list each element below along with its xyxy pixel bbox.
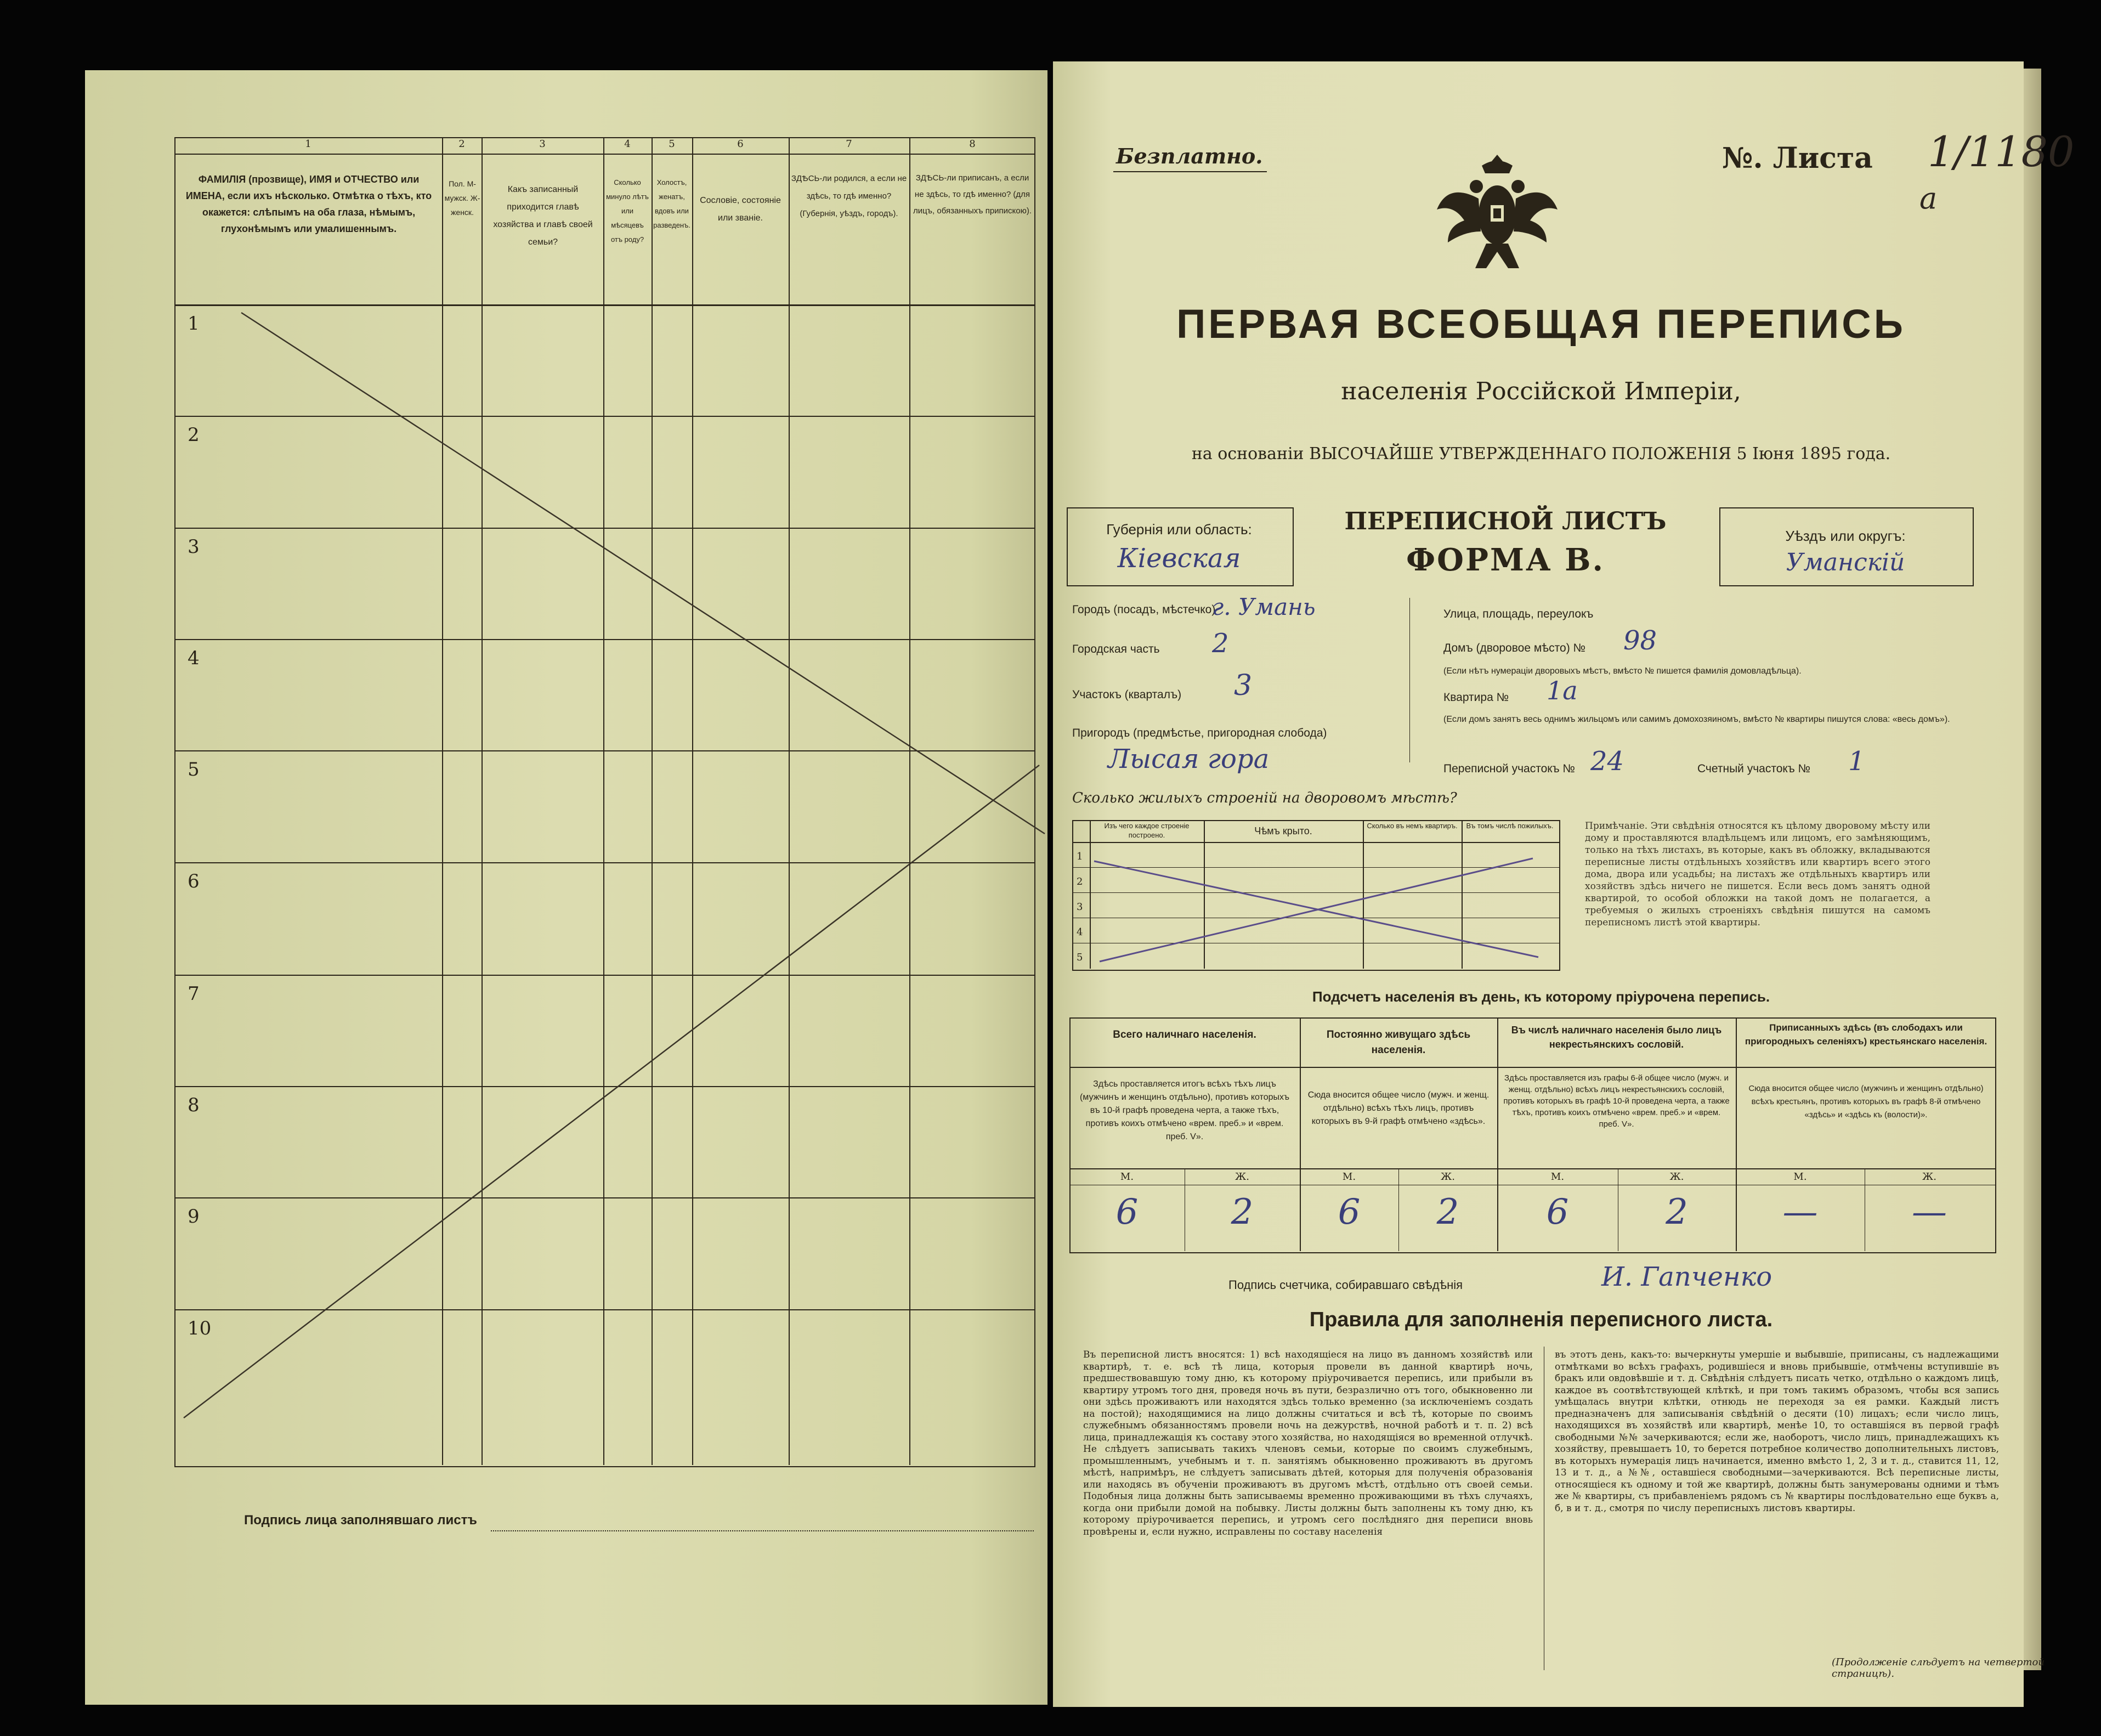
count-description: Сюда вносится общее число (мужч. и женщ. отдѣльно) всѣхъ тѣхъ лицъ, противъ которыхъ въ 9-й графѣ отмѣчено «здѣсь».	[1307, 1090, 1490, 1126]
buildings-row-number: 3	[1077, 901, 1083, 913]
sheet-number-value: 1/1180	[1928, 127, 2075, 176]
signature-line	[491, 1530, 1034, 1532]
rules-column-right: въ этотъ день, какъ-то: вычеркнуты умершіе и выбывшіе, приписаны, съ надлежащими отмѣтками во всѣхъ графахъ, родившіеся и вновь прибывшіе, отмѣчены вступившіе въ бракъ или овдовѣвшіе и т. д. Свѣдѣнія слѣдуетъ писать четко, отдѣльно о каждомъ лицѣ, каждое въ соотвѣтствующей клѣткѣ, и при томъ такимъ образомъ, чтобы вся запись умѣщалась внутри клѣтки, отнюдь не переходя за ея рамки. Каждый листъ предназначенъ для записыванія свѣдѣній о десяти (10) лицахъ; если число лицъ, находящихся въ хозяйствѣ или квартирѣ, менѣе 10, то оставшіяся въ первой графѣ свободными №№ зачеркиваются; если же, наоборотъ, число лицъ, принадлежащихъ къ хозяйству, превышаетъ 10, то берется потребное количество дополнительныхъ листовъ, въ которыхъ нумерація лицъ начинается, именно вмѣсто 1, 2, 3 и т. д., ставится 11, 12, 13 и т. д., а №№, оставшіеся свободными—зачеркиваются. Всѣ переписные листы, относящіеся къ одному и той же квартирѣ, должны быть занумерованы одними и тѣмъ же № квартиры, съ прибавленіемъ рядомъ съ № квартиры послѣдовательно еще буквъ а, б, в и т. д., смотря по числу переписныхъ листовъ квартиры.	[1555, 1349, 1999, 1514]
sheet-number-label: №. Листа	[1722, 142, 1873, 175]
legal-basis: на основаніи ВЫСОЧАЙШЕ УТВЕРЖДЕННАГО ПОЛОЖЕНІЯ 5 Іюня 1895 года.	[1191, 444, 1891, 463]
female-label: Ж.	[1441, 1171, 1455, 1183]
row-number: 4	[188, 647, 200, 669]
buildings-label: Сколько жилыхъ строеній на дворовомъ мѣстѣ?	[1072, 790, 1457, 806]
count-district-value: 1	[1848, 746, 1865, 777]
male-label: М.	[1120, 1171, 1134, 1183]
row-number: 6	[188, 870, 200, 892]
count-title: Подсчетъ населенія въ день, къ которому пріурочена перепись.	[1312, 988, 1770, 1005]
apartment-value: 1а	[1547, 676, 1578, 705]
row-number: 2	[188, 424, 200, 446]
section-value: 3	[1234, 669, 1253, 702]
page-edges	[2024, 69, 2041, 1670]
buildings-row-number: 1	[1077, 851, 1083, 862]
male-label: М.	[1550, 1171, 1565, 1183]
rules-column-left: Въ переписной листъ вносятся: 1) всѣ находящіеся на лицо въ данномъ хозяйствѣ или квартирѣ, т. е. всѣ тѣ лица, которыя провели въ данной квартирѣ ночь, предшествовавшую тому дню, къ которому пріурочивается перепись, или прибыли въ квартиру утромъ того дня, проведя ночь въ пути, безразлично отъ того, обыкновенно ли они здѣсь проживаютъ или находятся здѣсь только временно (за исключеніемъ создать на постой); находящимися на лицо должны считаться и всѣ тѣ, которые по своимъ служебнымъ обязанностямъ провели ночь на дежурствѣ, ночной работѣ и т. п. 2) всѣ лица, принадлежащія къ составу этого хозяйства, но находящіяся во временной отлучкѣ. Не слѣдуетъ записывать такихъ членовъ семьи, которые по своимъ служебнымъ, промышленнымъ, учебнымъ и т. п. занятіямъ обыкновенно проживаютъ въ другомъ мѣстѣ, напримѣръ, не слѣдуетъ записывать дѣтей, которыя для полученія образованія или находясь въ обученіи проживаютъ въ другомъ мѣстѣ, отдѣльно отъ своей семьи. Подобныя лица должны быть записываемы временно проживающими въ тѣхъ случаяхъ, когда они прибыли домой на побывку. Листы должны быть заполнены къ тому дню, къ которому пріурочивается перепись, и утромъ сего послѣдняго дня переписи вновь провѣрены и, если нужно, исправлены по составу населенія	[1083, 1349, 1533, 1537]
col-number-4: 4	[624, 138, 631, 150]
city-part-value: 2	[1212, 628, 1229, 659]
count-header: Всего наличнаго населенія.	[1113, 1029, 1256, 1041]
col3-header: Какъ записанный приходится главѣ хозяйства и главѣ своей семьи?	[493, 185, 593, 247]
city-part-label: Городская часть	[1072, 643, 1160, 655]
district-value: Уманскій	[1786, 548, 1905, 576]
count-value: 2	[1436, 1192, 1459, 1232]
col7-header: ЗДѢСЬ-ли родился, а если не здѣсь, то гдѣ именно? (Губернія, уѣздъ, городъ).	[791, 174, 907, 218]
buildings-row-number: 4	[1077, 926, 1083, 938]
count-value: —	[1912, 1192, 1947, 1232]
col5-header: Холостъ, женатъ, вдовъ или разведенъ.	[653, 178, 690, 229]
count-description: Здѣсь проставляется итогъ всѣхъ тѣхъ лицъ (мужчинъ и женщинъ отдѣльно), противъ которыхъ въ 10-й графѣ проведена черта, а также тѣхъ, противъ коихъ отмѣчено «врем. преб.» и «врем. преб. V».	[1079, 1079, 1290, 1141]
row-number: 1	[188, 313, 200, 335]
city-value: г. Умань	[1212, 593, 1316, 620]
female-label: Ж.	[1669, 1171, 1684, 1183]
count-value: 2	[1666, 1192, 1688, 1232]
col6-header: Сословіе, состояніе или званіе.	[700, 196, 781, 223]
count-value: 6	[1338, 1192, 1361, 1232]
double-eagle-emblem-icon	[1431, 144, 1563, 278]
count-header: Приписанныхъ здѣсь (въ слободахъ или пригородныхъ селеніяхъ) крестьянскаго населенія.	[1745, 1022, 1987, 1047]
row-number: 7	[188, 983, 200, 1005]
col-number-7: 7	[846, 138, 852, 150]
free-label: Безплатно.	[1116, 144, 1263, 168]
buildings-header: Изъ чего каждое строеніе построено.	[1104, 822, 1190, 839]
census-district-value: 24	[1590, 746, 1624, 777]
count-district-label: Счетный участокъ №	[1697, 762, 1811, 775]
form-title: ПЕРЕПИСНОЙ ЛИСТЪ	[1344, 507, 1667, 535]
signature-label: Подпись лица заполнявшаго листъ	[244, 1513, 477, 1528]
buildings-row-number: 5	[1077, 952, 1083, 963]
count-value: 6	[1546, 1192, 1569, 1232]
col-number-3: 3	[539, 138, 546, 150]
apartment-label: Квартира №	[1443, 691, 1509, 704]
province-label: Губернія или область:	[1106, 521, 1252, 538]
buildings-table	[1072, 820, 1560, 971]
buildings-header: Чѣмъ крыто.	[1254, 825, 1312, 836]
count-description: Здѣсь проставляется изъ графы 6-й общее число (мужч. и женщ. отдѣльно) всѣхъ лицъ некрестьянскихъ сословій, противъ которыхъ въ графѣ 10-й проведена черта, а также тѣхъ, противъ коихъ отмѣчено «врем. преб.» и «врем. преб. V».	[1503, 1073, 1730, 1129]
male-label: М.	[1793, 1171, 1807, 1183]
buildings-cross-out	[1072, 820, 1560, 971]
form-letter: ФОРМА В.	[1406, 542, 1605, 578]
section-label: Участокъ (кварталъ)	[1072, 688, 1182, 701]
population-count-table	[1069, 1017, 1996, 1253]
house-label: Домъ (дворовое мѣсто) №	[1443, 642, 1586, 654]
row-number: 5	[188, 759, 200, 781]
col-number-5: 5	[669, 138, 675, 150]
district-label: Уѣздъ или округъ:	[1785, 528, 1906, 544]
sheet-sub-letter: а	[1919, 181, 1938, 216]
document-title: ПЕРВАЯ ВСЕОБЩАЯ ПЕРЕПИСЬ	[1176, 301, 1906, 347]
count-description: Сюда вносится общее число (мужчинъ и женщинъ отдѣльно) всѣхъ крестьянъ, противъ которыхъ въ графѣ 8-й отмѣчено «здѣсь» и «здѣсь къ (волости)».	[1748, 1084, 1984, 1119]
count-value: 6	[1115, 1192, 1139, 1232]
col-number-6: 6	[737, 138, 744, 150]
province-value: Кіевская	[1117, 543, 1241, 574]
rules-title: Правила для заполненія переписного листа.	[1309, 1308, 1773, 1331]
house-value: 98	[1623, 625, 1657, 656]
remark-note: Примѣчаніе. Эти свѣдѣнія относятся къ цѣлому дворовому мѣсту или дому и проставляются владѣльцемъ или лицомъ, его замѣняющимъ, только на тѣхъ листахъ, въ которые, какъ въ обложку, вкладываются переписные листы отдѣльныхъ хозяйствъ или квартиръ всего этого дома, двора или усадьбы; на листахъ же отдѣльныхъ квартиръ или хозяйствъ здѣсь ничего не пишется. Если весь домъ занятъ одной квартирой, то особой обложки на такой домъ не полагается, а требуемыя о жилыхъ строеніяхъ свѣдѣнія пишутся на самомъ переписномъ листѣ этой квартиры.	[1585, 821, 1930, 928]
col8-header: ЗДѢСЬ-ли приписанъ, а если не здѣсь, то гдѣ именно? (для лицъ, обязанныхъ припискою).	[913, 173, 1032, 216]
buildings-header: Сколько въ немъ квартиръ.	[1367, 822, 1458, 830]
col-number-8: 8	[969, 138, 976, 150]
enumerator-label: Подпись счетчика, собиравшаго свѣдѣнія	[1228, 1278, 1463, 1292]
rules-continued-note: (Продолженіе слѣдуетъ на четвертой страницѣ).	[1832, 1656, 2045, 1680]
apartment-note: (Если домъ занятъ весь однимъ жильцомъ или самимъ домохозяиномъ, вмѣсто № квартиры пишутся слова: «весь домъ»).	[1443, 715, 1950, 724]
enumerator-signature: И. Гапченко	[1601, 1262, 1772, 1292]
count-header: Въ числѣ наличнаго населенія было лицъ некрестьянскихъ сословій.	[1511, 1025, 1722, 1050]
count-header: Постоянно живущаго здѣсь населенія.	[1326, 1029, 1471, 1056]
male-label: М.	[1342, 1171, 1356, 1183]
col-number-1: 1	[305, 138, 312, 150]
female-label: Ж.	[1235, 1171, 1249, 1183]
address-divider	[1409, 598, 1410, 762]
free-underline	[1113, 171, 1267, 172]
row-number: 3	[188, 536, 200, 558]
row-number: 9	[188, 1206, 200, 1228]
col-number-2: 2	[458, 138, 465, 150]
suburb-value: Лысая гора	[1108, 744, 1270, 774]
buildings-row-number: 2	[1077, 876, 1083, 887]
suburb-label: Пригородъ (предмѣстье, пригородная слобода)	[1072, 727, 1327, 739]
count-value: —	[1782, 1192, 1818, 1232]
count-value: 2	[1231, 1192, 1254, 1232]
row-number: 10	[188, 1317, 212, 1339]
buildings-header: Въ томъ числѣ пожилыхъ.	[1466, 822, 1554, 830]
col1-header: ФАМИЛІЯ (прозвище), ИМЯ и ОТЧЕСТВО или ИМЕНА, если ихъ нѣсколько. Отмѣтка о тѣхъ, кто окажется: слѣпымъ на оба глаза, нѣмымъ, глухонѣмымъ или умалишеннымъ.	[185, 174, 432, 234]
census-district-label: Переписной участокъ №	[1443, 762, 1575, 775]
street-label: Улица, площадь, переулокъ	[1443, 608, 1594, 620]
city-label: Городъ (посадъ, мѣстечко)	[1072, 603, 1216, 616]
col2-header: Пол. М-мужск. Ж-женск.	[444, 179, 480, 217]
document-subtitle: населенія Россійской Имперіи,	[1341, 377, 1741, 405]
row-number: 8	[188, 1094, 200, 1116]
female-label: Ж.	[1922, 1171, 1936, 1183]
col4-header: Сколько минуло лѣтъ или мѣсяцевъ отъ роду?	[606, 178, 649, 244]
house-note: (Если нѣтъ нумераціи дворовыхъ мѣстъ, вмѣсто № пишется фамилія домовладѣльца).	[1443, 666, 1802, 676]
